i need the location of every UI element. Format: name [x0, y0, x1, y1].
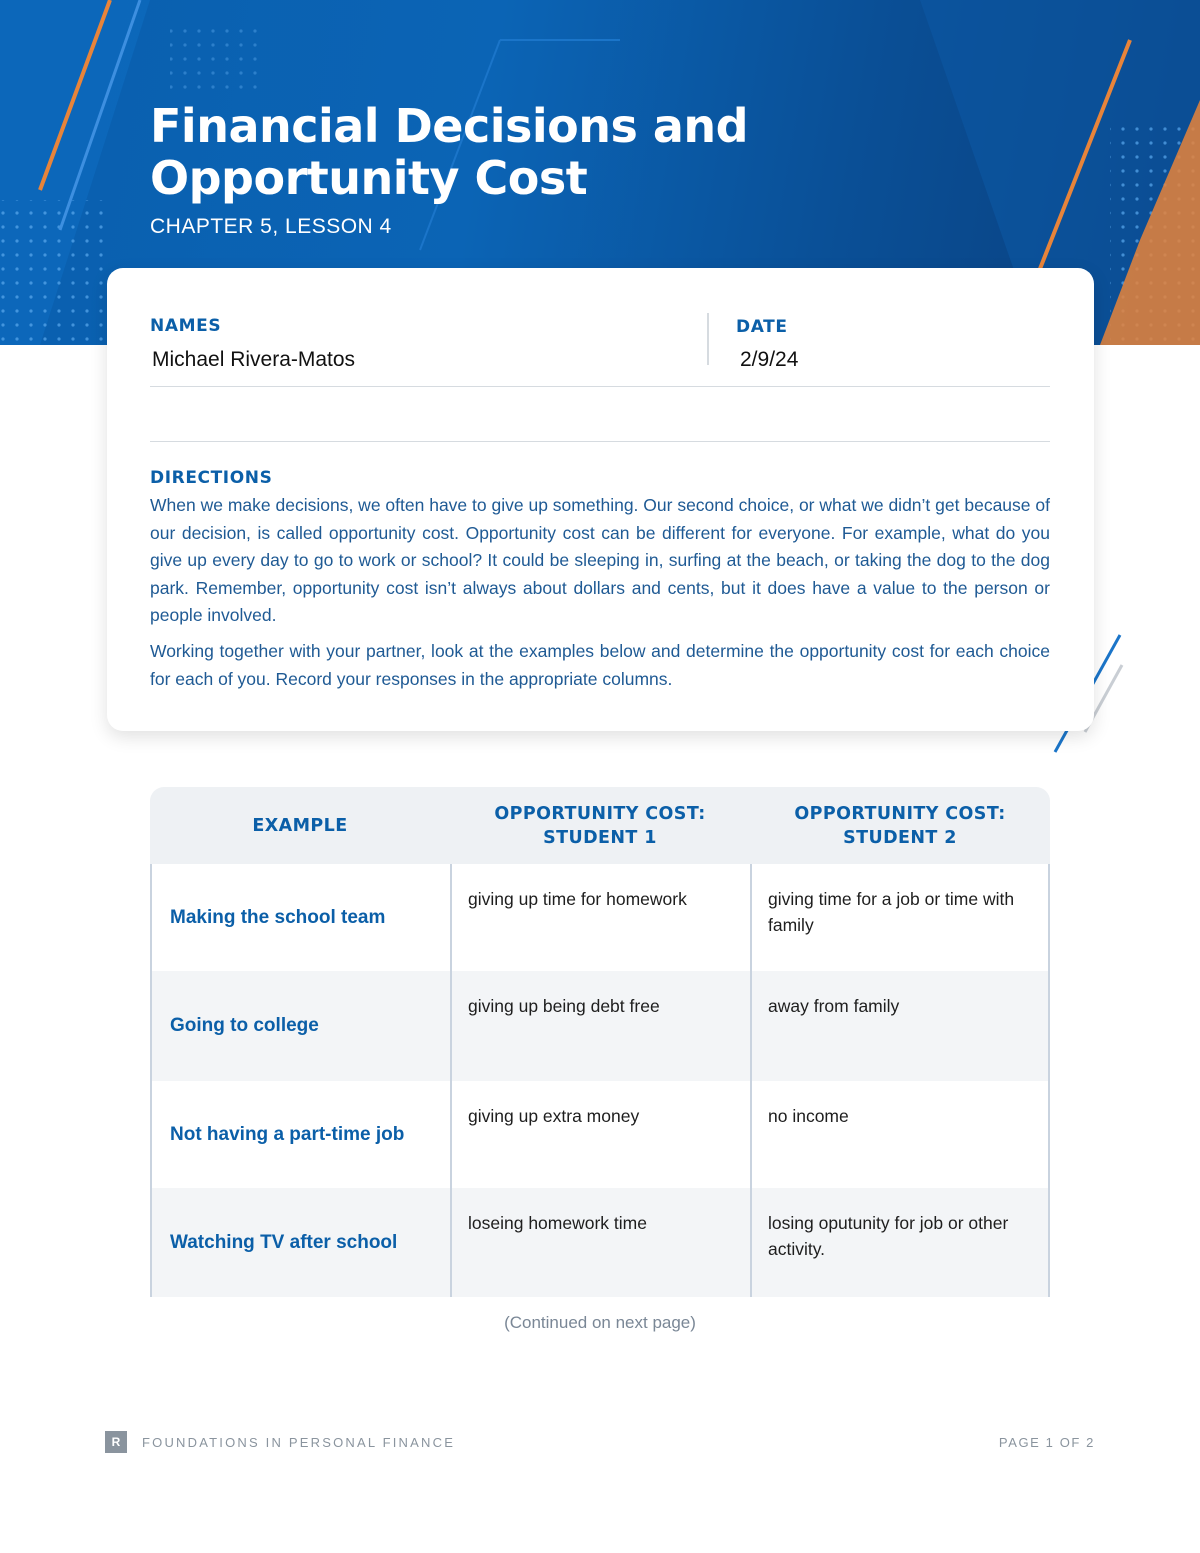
title-line-2: Opportunity Cost — [150, 151, 588, 205]
table-header — [150, 787, 1050, 864]
student-1-answer[interactable]: loseing homework time — [450, 1188, 750, 1297]
info-card — [107, 268, 1094, 731]
title-line-1: Financial Decisions and — [150, 99, 749, 153]
table-row — [150, 1188, 1050, 1297]
directions-paragraph-2: Working together with your partner, look at the examples below and determine the opportunity cost for each choice for each of you. Record your responses in the appropriate columns. — [150, 641, 1050, 689]
footer-course-name: FOUNDATIONS IN PERSONAL FINANCE — [142, 1435, 456, 1450]
date-value[interactable]: 2/9/24 — [740, 348, 799, 371]
example-cell: Going to college — [170, 1015, 319, 1036]
directions-label: DIRECTIONS — [150, 468, 273, 488]
field-divider — [707, 313, 709, 365]
date-label: DATE — [736, 317, 788, 337]
student-2-answer[interactable]: no income — [750, 1081, 1048, 1188]
student-2-answer[interactable]: giving time for a job or time with family — [750, 864, 1048, 971]
page-title — [150, 100, 748, 204]
example-cell: Making the school team — [170, 906, 386, 928]
student-1-answer[interactable]: giving up time for homework — [450, 864, 750, 971]
page-number: PAGE 1 OF 2 — [998, 1435, 1095, 1450]
table-row — [150, 864, 1050, 971]
example-cell: Not having a part-time job — [170, 1123, 405, 1145]
continued-note: (Continued on next page) — [504, 1313, 696, 1332]
student-1-answer[interactable]: giving up extra money — [450, 1081, 750, 1188]
names-label: NAMES — [150, 316, 222, 336]
opportunity-cost-table — [150, 787, 1050, 1297]
header-student-2: OPPORTUNITY COST: STUDENT 2 — [794, 803, 1006, 848]
header-student-1: OPPORTUNITY COST: STUDENT 1 — [494, 803, 706, 848]
student-1-answer[interactable]: giving up being debt free — [450, 971, 750, 1081]
student-2-answer[interactable]: away from family — [750, 971, 1048, 1081]
header-example: EXAMPLE — [252, 815, 348, 836]
directions-paragraph-1: When we make decisions, we often have to give up something. Our second choice, or what we didn’t get because of our decision, is called opportunity cost. Opportunity cost can be different for everyone. For example, what do you give up every day to go to work or school? It could be sleeping in, surfing at the beach, or taking the dog to the dog park. Remember, opportunity cost isn’t always about dollars and cents, but it does have a value to the person or people involved. — [150, 495, 1050, 625]
table-row — [150, 971, 1050, 1081]
chapter-lesson: CHAPTER 5, LESSON 4 — [150, 215, 392, 238]
brand-logo-icon: R — [105, 1431, 127, 1453]
example-cell: Watching TV after school — [170, 1231, 398, 1253]
field-underline — [150, 386, 1050, 387]
student-2-answer[interactable]: losing oputunity for job or other activity. — [750, 1188, 1048, 1297]
names-value[interactable]: Michael Rivera-Matos — [152, 348, 356, 371]
section-divider — [150, 441, 1050, 442]
table-row — [150, 1081, 1050, 1188]
